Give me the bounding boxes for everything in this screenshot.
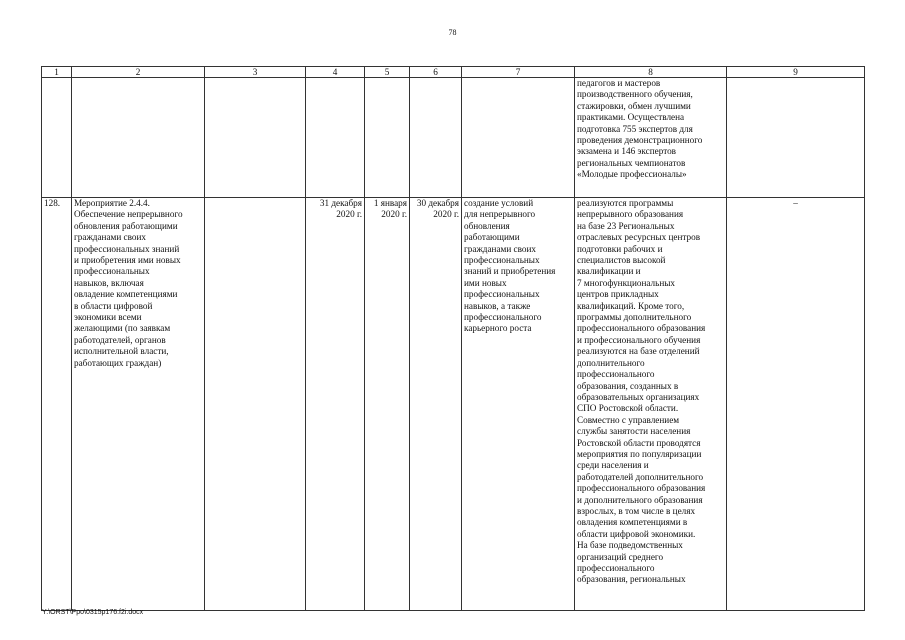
text-line: стажировки, обмен лучшими	[577, 100, 691, 111]
text-line: ими новых	[464, 277, 507, 288]
col-header-6: 6	[410, 67, 462, 78]
actual-result-cell	[575, 198, 727, 611]
text-line: дополнительного	[577, 357, 645, 368]
text-line: СПО Ростовской области.	[577, 403, 679, 414]
text-line: 31 декабря	[319, 198, 362, 208]
text-line: навыков, включая	[74, 277, 144, 288]
expected-result-cell	[462, 198, 575, 611]
text-line: образования, региональных	[577, 574, 686, 585]
text-line: 2020 г.	[433, 209, 459, 220]
text-line: профессионального	[577, 369, 655, 380]
text-line: профессиональных	[74, 266, 150, 277]
text-line: подготовки рабочих и	[577, 243, 663, 254]
text-line: 2020 г.	[381, 209, 407, 220]
cont-cell-9	[727, 78, 865, 198]
cont-cell-8-result	[575, 78, 727, 198]
text-line: работающими	[464, 232, 520, 243]
text-line: области цифровой экономики.	[577, 528, 696, 539]
text-line: отраслевых ресурсных центров	[577, 232, 701, 243]
text-line: и дополнительного образования	[577, 494, 703, 505]
table-row-continuation	[42, 78, 865, 198]
text-line: желающими (по заявкам	[74, 323, 171, 334]
text-line: овладение компетенциями	[74, 289, 178, 300]
text-line: исполнительной власти,	[74, 346, 169, 357]
text-line: реализуются на базе отделений	[577, 346, 700, 357]
text-line: навыков, а также	[464, 300, 531, 311]
text-line: На базе подведомственных	[577, 540, 683, 551]
responsible-cell	[205, 198, 306, 611]
text-line: и профессионального обучения	[577, 334, 701, 345]
text-line: профессиональных знаний	[74, 243, 180, 254]
text-line: для непрерывного	[464, 209, 536, 220]
col-header-5: 5	[365, 67, 410, 78]
text-line: среди населения и	[577, 460, 649, 471]
text-line: в области цифровой	[74, 300, 153, 311]
text-line: проведения демонстрационного	[577, 135, 703, 146]
cont-cell-6	[410, 78, 462, 198]
col-header-1: 1	[42, 67, 72, 78]
text-line: профессионального	[577, 563, 655, 573]
text-line: подготовка 755 экспертов для	[577, 123, 693, 134]
text-line: профессиональных	[464, 289, 540, 300]
text-line: овладения компетенциями в	[577, 517, 688, 528]
text-line: региональных чемпионатов	[577, 157, 686, 168]
text-line: педагогов и мастеров	[577, 78, 661, 88]
col-header-8: 8	[575, 67, 727, 78]
col-header-3: 3	[205, 67, 306, 78]
column-number-header	[42, 67, 865, 78]
cont-cell-1	[42, 78, 72, 198]
cont-cell-4	[306, 78, 365, 198]
row-number: 128.	[42, 198, 72, 611]
text-line: работающих граждан)	[74, 357, 162, 368]
notes-cell: –	[727, 198, 865, 611]
table-row-128	[42, 198, 865, 611]
text-line: на базе 23 Региональных	[577, 220, 675, 231]
planned-date-cell	[306, 198, 365, 611]
text-line: специалистов высокой	[577, 255, 666, 266]
cont-cell-7	[462, 78, 575, 198]
text-line: гражданами своих	[464, 243, 537, 254]
text-line: программы дополнительного	[577, 312, 692, 323]
text-line: профессионального образования	[577, 483, 706, 494]
text-line: знаний и приобретения	[464, 266, 556, 277]
text-line: работодателей, органов	[74, 334, 166, 345]
text-line: организаций среднего	[577, 551, 664, 562]
start-date-cell	[365, 198, 410, 611]
cont-cell-3	[205, 78, 306, 198]
text-line: обновления работающими	[74, 220, 178, 231]
text-line: профессионального образования	[577, 323, 706, 334]
page-number: 78	[448, 28, 457, 37]
cont-cell-5	[365, 78, 410, 198]
text-line: Мероприятие 2.4.4.	[74, 198, 150, 208]
text-line: карьерного роста	[464, 323, 532, 334]
text-line: реализуются программы	[577, 198, 674, 208]
text-line: профессионального	[464, 312, 542, 323]
text-line: «Молодые профессионалы»	[577, 169, 687, 180]
text-line: 7 многофункциональных	[577, 277, 676, 288]
document-table	[41, 66, 865, 611]
text-line: Обеспечение непрерывного	[74, 209, 183, 220]
text-line: образовательных организациях	[577, 391, 700, 402]
text-line: гражданами своих	[74, 232, 147, 243]
col-header-2: 2	[72, 67, 205, 78]
text-line: 2020 г.	[336, 209, 362, 220]
text-line: квалификаций. Кроме того,	[577, 300, 685, 311]
cont-cell-2	[72, 78, 205, 198]
text-line: 30 декабря	[416, 198, 459, 208]
text-line: обновления	[464, 220, 510, 231]
text-line: мероприятия по популяризации	[577, 448, 702, 459]
text-line: центров прикладных	[577, 289, 659, 300]
text-line: профессиональных	[464, 255, 540, 266]
col-header-9: 9	[727, 67, 865, 78]
text-line: службы занятости населения	[577, 426, 691, 437]
text-line: экономики всеми	[74, 312, 142, 323]
text-line: взрослых, в том числе в целях	[577, 505, 696, 516]
text-line: создание условий	[464, 198, 534, 208]
col-header-7: 7	[462, 67, 575, 78]
text-line: 1 января	[373, 198, 407, 208]
text-line: работодателей дополнительного	[577, 471, 704, 482]
text-line: Совместно с управлением	[577, 414, 680, 425]
text-line: практиками. Осуществлена	[577, 112, 685, 123]
text-line: непрерывного образования	[577, 209, 684, 220]
text-line: экзамена и 146 экспертов	[577, 146, 677, 157]
text-line: Ростовской области проводятся	[577, 437, 701, 448]
text-line: образования, созданных в	[577, 380, 679, 391]
footer-file-path: Y:\ORST\Ppo\0315p176.f2i.docx	[42, 609, 144, 616]
text-line: квалификации и	[577, 266, 641, 277]
measure-name-cell	[72, 198, 205, 611]
end-date-cell	[410, 198, 462, 611]
col-header-4: 4	[306, 67, 365, 78]
text-line: производственного обучения,	[577, 89, 693, 100]
text-line: и приобретения ими новых	[74, 255, 181, 266]
